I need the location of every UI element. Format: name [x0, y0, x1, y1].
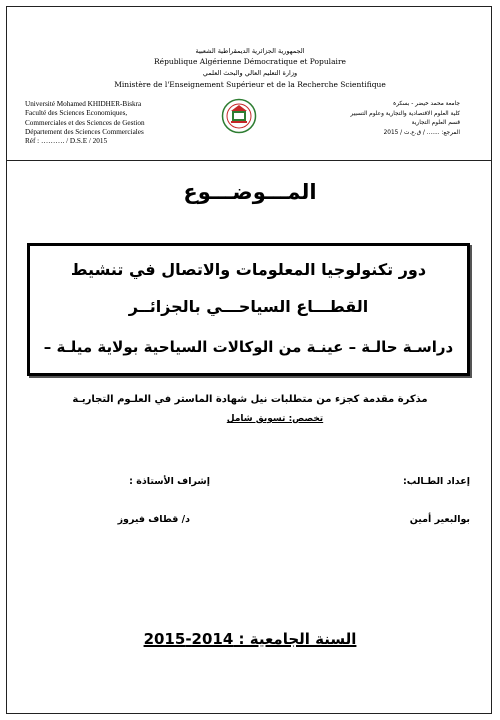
subject-heading: المـــوضـــوع [183, 180, 317, 204]
title-line-1: دور تكنولوجيا المعلومات والاتصال في تنشيط [70, 260, 427, 279]
title-line-2: القطـــاع السياحـــي بالجزائــر [128, 297, 369, 316]
thesis-note: مذكرة مقدمة كجزء من متطلبات نيل شهادة الماستر في العلـوم التجاريـة [72, 394, 428, 405]
faculty-fr-1: Faculté des Sciences Economiques, [25, 109, 128, 118]
header-divider [6, 160, 492, 161]
republic-ar: الجمهورية الجزائرية الديمقراطية الشعبية [195, 47, 305, 55]
ref-ar: المرجع: ....... / ق.ع.ت / 2015 [383, 129, 460, 136]
institution-fr [25, 100, 205, 146]
university-fr: Université Mohamed KHIDHER-Biskra [25, 100, 142, 108]
ref-fr: Réf : ………. / D.S.E / 2015 [25, 137, 108, 146]
faculty-fr-2: Commerciales et des Sciences de Gestion [25, 118, 145, 127]
prepared-by-label: إعداد الطـالب: [403, 476, 470, 487]
specialty: تخصص: تسويق شامل [226, 414, 324, 424]
ministry-fr: Ministère de l'Enseignement Supérieur et de la Recherche Scientifique [114, 80, 386, 89]
academic-year: السنة الجامعية : 2014-2015 [143, 630, 357, 648]
student-name: بوالبعير أمين [409, 514, 470, 525]
supervisor-label: إشراف الأستاذة : [129, 476, 210, 487]
university-logo-icon [221, 98, 257, 134]
republic-fr: République Algérienne Démocratique et Populaire [154, 57, 346, 66]
supervisor-name: د/ قطاف فيروز [117, 514, 190, 525]
university-ar: جامعة محمد خيضر - بسكرة [393, 101, 460, 107]
department-ar: قسم العلوم التجارية [411, 120, 460, 126]
faculty-ar: كلية العلوم الاقتصادية والتجارية وعلوم التسيير [350, 110, 460, 117]
institution-ar [290, 100, 460, 138]
title-box [27, 243, 470, 376]
department-fr: Département des Sciences Commerciales [25, 127, 144, 136]
title-line-3: دراسـة حالـة – عينـة من الوكالات السياحية بولاية ميلـة – [43, 338, 454, 356]
ministry-ar: وزارة التعليم العالي والبحث العلمي [202, 69, 298, 77]
